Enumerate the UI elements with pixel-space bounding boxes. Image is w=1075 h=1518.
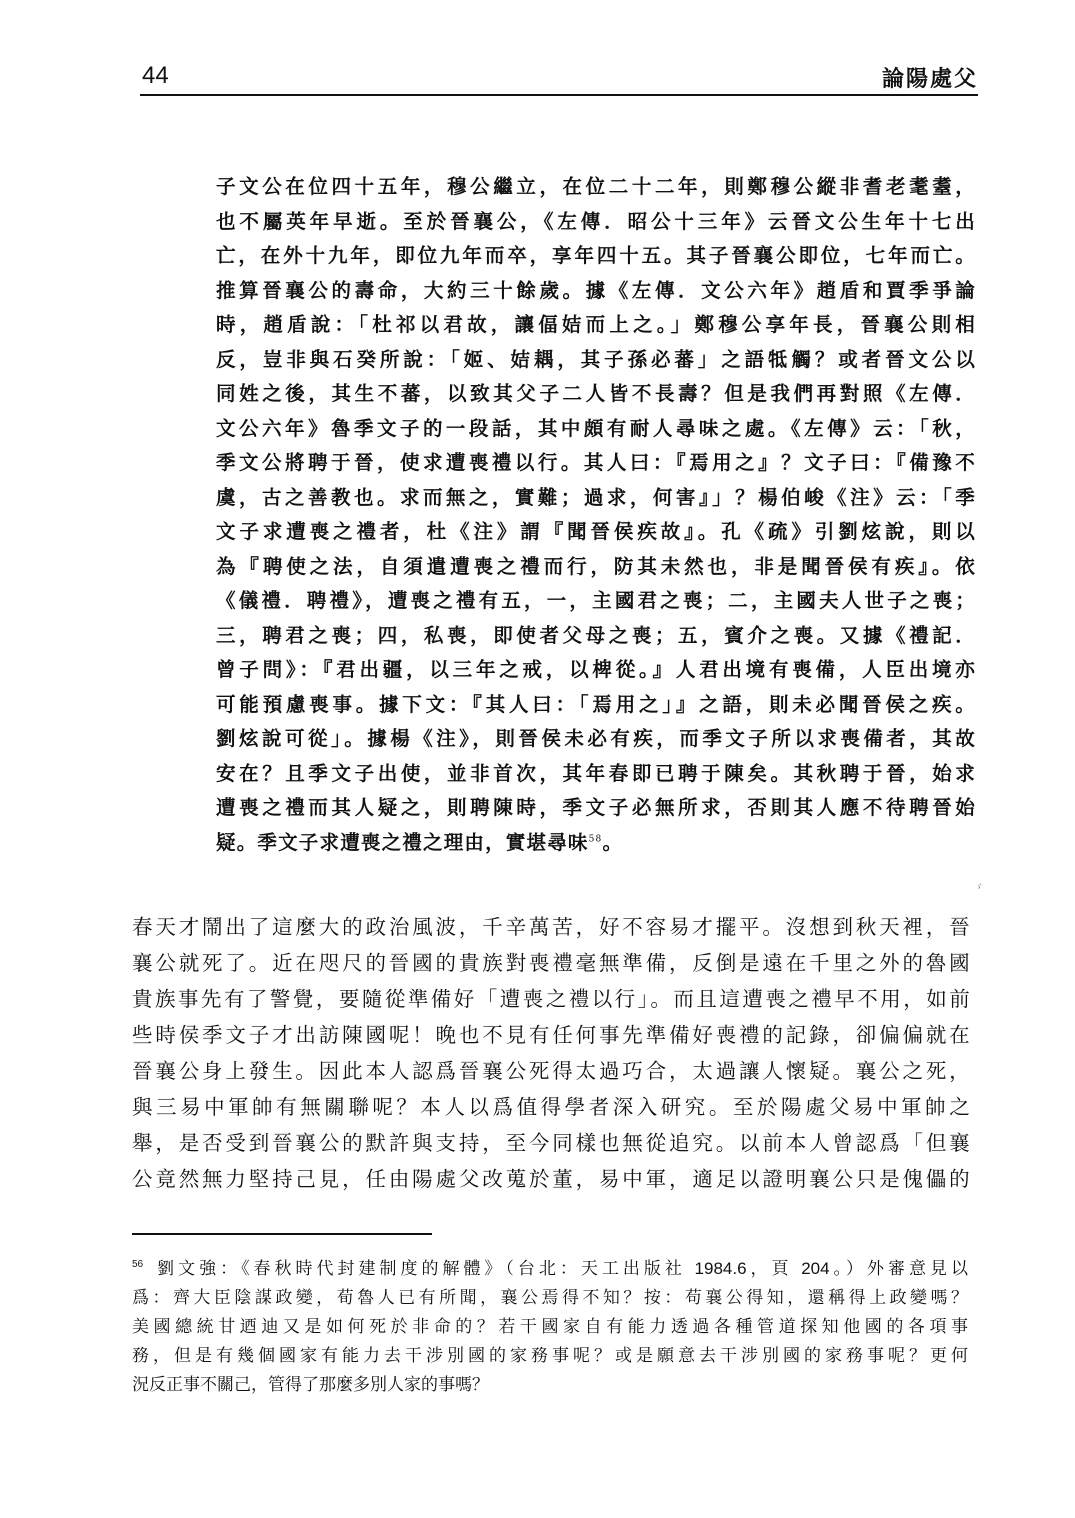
footnote-line: 務，但是有幾個國家有能力去干涉別國的家務事呢？或是願意去干涉別國的家務事呢？更何 — [132, 1346, 968, 1365]
footnote — [132, 1254, 968, 1399]
quote-line: 反，豈非與石癸所說：「姬、姞耦，其子孫必蕃」之語牴觸？或者晉文公以 — [216, 347, 976, 371]
running-title: 論陽處父 — [881, 66, 978, 92]
block-quote — [216, 170, 976, 860]
quote-line: 文子求遭喪之禮者，杜《注》謂『聞晉侯疾故』。孔《疏》引劉炫說，則以 — [216, 520, 976, 543]
body-line: 晉襄公身上發生。因此本人認爲晉襄公死得太過巧合，太過讓人懷疑。襄公之死， — [132, 1060, 970, 1083]
body-line: 春天才鬧出了這麼大的政治風波，千辛萬苦，好不容易才擺平。沒想到秋天裡，晉 — [132, 916, 970, 939]
quote-line: 可能預慮喪事。據下文：『其人曰：「焉用之」』之語，則未必聞晉侯之疾。 — [216, 692, 976, 716]
footnote-number: 56 — [132, 1259, 144, 1271]
quote-line: 亡，在外十九年，即位九年而卒，享年四十五。其子晉襄公即位，七年而亡。 — [216, 244, 976, 267]
quote-line: 《儀禮．聘禮》，遭喪之禮有五，一，主國君之喪；二，主國夫人世子之喪； — [216, 589, 976, 612]
quote-line: 文公六年》魯季文子的一段話，其中頗有耐人尋味之處。《左傳》云：「秋， — [216, 416, 976, 440]
body-line: 貴族事先有了警覺，要隨從準備好「遭喪之禮以行」。而且這遭喪之禮早不用，如前 — [132, 988, 970, 1011]
body-line: 襄公就死了。近在咫尺的晉國的貴族對喪禮毫無準備，反倒是遠在千里之外的魯國 — [132, 952, 970, 975]
quote-line: 三，聘君之喪；四，私喪，即使者父母之喪；五，賓介之喪。又據《禮記． — [216, 623, 976, 647]
quote-line: 虞，古之善教也。求而無之，實難；過求，何害』」？楊伯峻《注》云：「季 — [216, 485, 976, 509]
quote-line: 同姓之後，其生不蕃，以致其父子二人皆不長壽？但是我們再對照《左傳． — [216, 382, 976, 405]
scan-speck: ゞ — [974, 883, 984, 893]
footnote-line: 美國總統甘迺迪又是如何死於非命的？若干國家自有能力透過各種管道探知他國的各項事 — [132, 1317, 968, 1336]
body-line: 舉，是否受到晉襄公的默許與支持，至今同樣也無從追究。以前本人曾認爲「但襄 — [132, 1132, 970, 1155]
quote-line: 子文公在位四十五年，穆公繼立，在位二十二年，則鄭穆公縱非耆老耄耋， — [216, 175, 976, 198]
body-line: 公竟然無力堅持己見，任由陽處父改蒐於董，易中軍，適足以證明襄公只是傀儡的 — [132, 1168, 970, 1191]
footnote-line — [132, 1254, 968, 1283]
body-line: 些時侯季文子才出訪陳國呢！晚也不見有任何事先準備好喪禮的記錄，卻偏偏就在 — [132, 1024, 970, 1047]
quote-last-line — [216, 826, 976, 861]
quote-last-text: 疑。季文子求遭喪之禮之理由，實堪尋味 — [216, 830, 589, 854]
quote-last-punct: 。 — [602, 830, 624, 854]
footnote-line-text: 劉文強：《春秋時代封建制度的解體》（台北：天工出版社 1984.6，頁 204。）外審意見以 — [153, 1259, 968, 1278]
footnote-divider — [132, 1233, 432, 1235]
body-paragraph — [132, 910, 970, 1198]
page-header — [140, 58, 978, 96]
quote-line: 也不屬英年早逝。至於晉襄公，《左傳．昭公十三年》云晉文公生年十七出 — [216, 209, 976, 233]
quote-line: 季文公將聘于晉，使求遭喪禮以行。其人曰：『焉用之』？文子曰：『備豫不 — [216, 451, 976, 474]
quote-line: 推算晉襄公的壽命，大約三十餘歲。據《左傳．文公六年》趙盾和賈季爭論 — [216, 278, 976, 302]
quote-line: 曾子問》：『君出疆，以三年之戒，以椑從。』人君出境有喪備，人臣出境亦 — [216, 658, 976, 681]
quote-line: 遭喪之禮而其人疑之，則聘陳時，季文子必無所求，否則其人應不待聘晉始 — [216, 796, 976, 819]
quote-line: 時，趙盾說：「杜祁以君故，讓偪姞而上之。」鄭穆公享年長，晉襄公則相 — [216, 313, 976, 336]
quote-line: 為『聘使之法，自須遣遭喪之禮而行，防其未然也，非是聞晉侯有疾』。依 — [216, 554, 976, 578]
footnote-reference[interactable]: 58 — [588, 834, 603, 844]
body-line: 與三易中軍帥有無關聯呢？本人以爲值得學者深入研究。至於陽處父易中軍帥之 — [132, 1096, 970, 1119]
footnote-line: 爲：齊大臣陰謀政變，荀魯人已有所聞，襄公焉得不知？按：苟襄公得知，還稱得上政變嗎？ — [132, 1288, 968, 1307]
quote-line: 劉炫說可從」。據楊《注》，則晉侯未必有疾，而季文子所以求喪備者，其故 — [216, 727, 976, 750]
page-number: 44 — [142, 62, 169, 89]
footnote-line: 況反正事不關己，管得了那麼多別人家的事嗎？ — [132, 1375, 489, 1394]
quote-line: 安在？且季文子出使，並非首次，其年春即已聘于陳矣。其秋聘于晉，始求 — [216, 761, 976, 785]
